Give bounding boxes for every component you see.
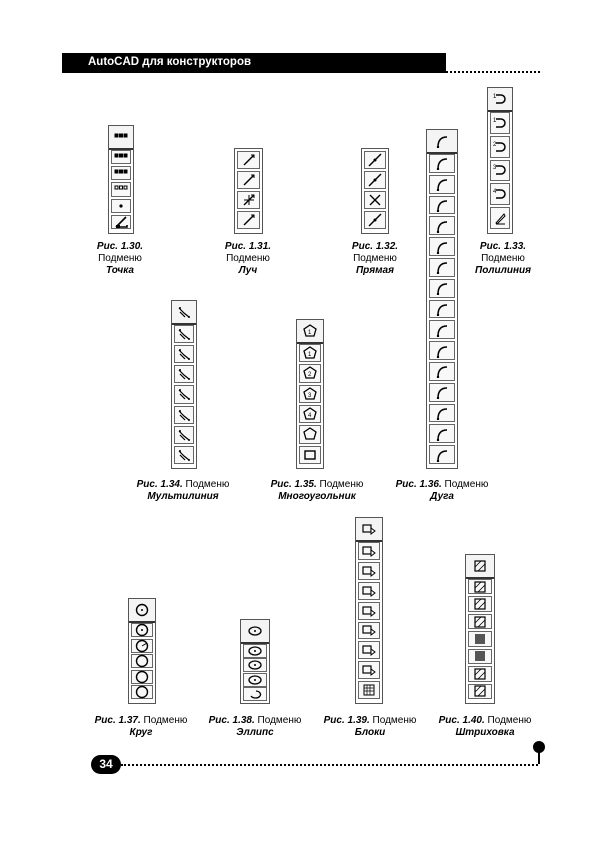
figure-name: Точка (106, 265, 134, 276)
toolbar-multiline (171, 300, 197, 469)
circle-center-icon[interactable] (131, 623, 153, 637)
toolbar-flyout-header[interactable] (129, 599, 155, 623)
block-attrib-icon[interactable] (358, 622, 380, 640)
toolbar-ellipse (240, 619, 270, 704)
toolbar-flyout-header[interactable] (488, 88, 512, 112)
mline-3-icon[interactable] (174, 365, 194, 383)
mline-6-icon[interactable] (174, 426, 194, 444)
svg-text:3: 3 (493, 165, 497, 172)
circle-radius-icon[interactable] (131, 639, 153, 653)
figure-subtitle: Подменю (143, 715, 188, 726)
circle-ttr-icon[interactable] (131, 685, 153, 699)
running-header (62, 53, 446, 73)
mline-2-icon[interactable] (174, 345, 194, 363)
figure-subtitle: Подменю (353, 253, 397, 264)
figure-name: Полилиния (475, 265, 531, 276)
hatch-gradient-icon[interactable] (468, 649, 492, 664)
polyline-2-icon[interactable] (490, 136, 510, 158)
block-write-icon[interactable] (358, 582, 380, 600)
caption-fig-1-30 (75, 241, 165, 277)
figure-subtitle: Подменю (257, 715, 302, 726)
arc-9-icon[interactable] (429, 320, 455, 339)
ray-two-points-icon[interactable] (237, 171, 260, 189)
figure-subtitle: Подменю (185, 479, 230, 490)
mline-7-icon[interactable] (174, 446, 194, 464)
figure-name: Круг (129, 727, 153, 738)
arc-11-icon[interactable] (429, 362, 455, 381)
toolbar-point (108, 125, 134, 234)
figure-name: Многоугольник (278, 491, 356, 502)
ray-angle-icon[interactable] (237, 211, 260, 229)
svg-text:4: 4 (493, 189, 497, 196)
mline-1-icon[interactable] (174, 325, 194, 343)
xline-bisect-icon[interactable] (364, 171, 386, 189)
figure-number: Рис. 1.37. (94, 715, 141, 726)
toolbar-flyout-header[interactable] (241, 620, 269, 644)
svg-text:1: 1 (493, 94, 497, 100)
figure-name: Луч (238, 265, 258, 276)
point-divide-icon[interactable] (111, 166, 131, 180)
caption-fig-1-36 (377, 479, 507, 503)
ellipse-center-icon[interactable] (243, 673, 267, 687)
block-define-icon[interactable] (358, 641, 380, 659)
block-tag-icon[interactable] (358, 661, 380, 679)
figure-number: Рис. 1.32. (351, 241, 399, 252)
toolbar-arc (426, 129, 458, 469)
caption-fig-1-32 (330, 241, 420, 277)
figure-number: Рис. 1.33. (479, 241, 527, 252)
polygon-4-icon[interactable] (299, 405, 321, 423)
hatch-icon[interactable] (468, 579, 492, 594)
toolbar-flyout-header[interactable] (466, 555, 494, 579)
figure-subtitle: Подменю (372, 715, 417, 726)
page-number: 34 (99, 757, 113, 771)
xline-cross-icon[interactable] (364, 191, 386, 209)
caption-fig-1-34 (118, 479, 248, 503)
polygon-2-icon[interactable] (299, 364, 321, 382)
block-table-icon[interactable] (358, 681, 380, 699)
arc-3-icon[interactable] (429, 196, 455, 215)
arc-12-icon[interactable] (429, 383, 455, 402)
toolbar-xline (361, 148, 389, 234)
hatch-boundary-icon[interactable] (468, 666, 492, 681)
toolbar-polyline (487, 87, 513, 234)
arc-15-icon[interactable] (429, 445, 455, 464)
hatch-pattern-icon[interactable] (468, 596, 492, 611)
polyline-arc-icon[interactable] (490, 183, 510, 205)
toolbar-flyout-header[interactable] (297, 320, 323, 344)
toolbar-flyout-header[interactable] (356, 518, 382, 542)
footer-pin-stem (538, 752, 540, 764)
ellipse-axis-icon[interactable] (243, 658, 267, 672)
ray-axes-icon[interactable] (237, 191, 260, 209)
figure-number: Рис. 1.36. (395, 479, 442, 490)
figure-subtitle: Подменю (444, 479, 489, 490)
hatch-solid-icon[interactable] (468, 631, 492, 646)
figure-subtitle: Подменю (487, 715, 532, 726)
toolbar-circle (128, 598, 156, 704)
figure-number: Рис. 1.38. (208, 715, 255, 726)
figure-name: Блоки (354, 727, 386, 738)
ellipse-icon[interactable] (243, 644, 267, 658)
point-single-icon[interactable] (111, 199, 131, 213)
svg-text:2: 2 (493, 141, 497, 148)
figure-name: Прямая (355, 265, 395, 276)
polyline-3-icon[interactable] (490, 160, 510, 182)
polyline-edit-icon[interactable] (490, 207, 510, 229)
arc-13-icon[interactable] (429, 404, 455, 423)
mline-4-icon[interactable] (174, 385, 194, 403)
figure-number: Рис. 1.31. (224, 241, 272, 252)
figure-number: Рис. 1.30. (96, 241, 144, 252)
xline-icon[interactable] (364, 151, 386, 169)
caption-fig-1-35 (252, 479, 382, 503)
svg-text:2: 2 (308, 372, 312, 379)
figure-subtitle: Подменю (98, 253, 142, 264)
polygon-1-icon[interactable] (299, 344, 321, 362)
svg-text:1: 1 (308, 352, 312, 359)
block-insert-icon[interactable] (358, 542, 380, 560)
xline-offset-icon[interactable] (364, 211, 386, 229)
arc-4-icon[interactable] (429, 216, 455, 235)
block-make-icon[interactable] (358, 562, 380, 580)
toolbar-polygon (296, 319, 324, 469)
figure-number: Рис. 1.35. (270, 479, 317, 490)
header-dotted-rule (446, 71, 540, 73)
polyline-1-icon[interactable] (490, 112, 510, 134)
toolbar-ray (234, 148, 263, 234)
caption-fig-1-31 (203, 241, 293, 277)
arc-7-icon[interactable] (429, 279, 455, 298)
polygon-3-icon[interactable] (299, 385, 321, 403)
figure-number: Рис. 1.39. (323, 715, 370, 726)
point-settings-icon[interactable] (111, 215, 131, 229)
figure-subtitle: Подменю (319, 479, 364, 490)
toolbar-block (355, 517, 383, 704)
arc-1-icon[interactable] (429, 154, 455, 173)
figure-name: Мультилиния (147, 491, 219, 502)
svg-text:4: 4 (308, 413, 312, 420)
polygon-5-icon[interactable] (299, 425, 321, 443)
toolbar-flyout-header[interactable] (109, 126, 133, 150)
circle-2p-icon[interactable] (131, 654, 153, 668)
header-title: AutoCAD для конструкторов (88, 56, 252, 68)
figure-name: Эллипс (236, 727, 274, 738)
footer-dotted-rule (121, 764, 538, 766)
figure-subtitle: Подменю (226, 253, 270, 264)
hatch-edit-icon[interactable] (468, 684, 492, 699)
page-number-badge (91, 755, 121, 774)
svg-text:3: 3 (308, 392, 312, 399)
circle-3p-icon[interactable] (131, 670, 153, 684)
arc-10-icon[interactable] (429, 341, 455, 360)
caption-fig-1-38 (194, 715, 316, 739)
arc-8-icon[interactable] (429, 300, 455, 319)
toolbar-flyout-header[interactable] (172, 301, 196, 325)
figure-number: Рис. 1.40. (438, 715, 485, 726)
caption-fig-1-37 (80, 715, 202, 739)
ray-icon[interactable] (237, 151, 260, 169)
svg-text:1: 1 (308, 330, 312, 336)
mline-5-icon[interactable] (174, 406, 194, 424)
arc-2-icon[interactable] (429, 175, 455, 194)
hatch-pick-icon[interactable] (468, 614, 492, 629)
point-measure-icon[interactable] (111, 182, 131, 196)
arc-14-icon[interactable] (429, 424, 455, 443)
caption-fig-1-40 (424, 715, 546, 739)
figure-subtitle: Подменю (481, 253, 525, 264)
figure-name: Штриховка (455, 727, 515, 738)
figure-number: Рис. 1.34. (136, 479, 183, 490)
toolbar-flyout-header[interactable] (427, 130, 457, 154)
toolbar-hatch (465, 554, 495, 704)
arc-5-icon[interactable] (429, 237, 455, 256)
figure-name: Дуга (430, 491, 454, 502)
arc-6-icon[interactable] (429, 258, 455, 277)
caption-fig-1-39 (309, 715, 431, 739)
ellipse-arc-icon[interactable] (243, 687, 267, 701)
rectangle-icon[interactable] (299, 446, 321, 464)
point-multi-icon[interactable] (111, 150, 131, 164)
block-edit-icon[interactable] (358, 602, 380, 620)
svg-text:1: 1 (493, 117, 497, 124)
caption-fig-1-33 (458, 241, 548, 277)
